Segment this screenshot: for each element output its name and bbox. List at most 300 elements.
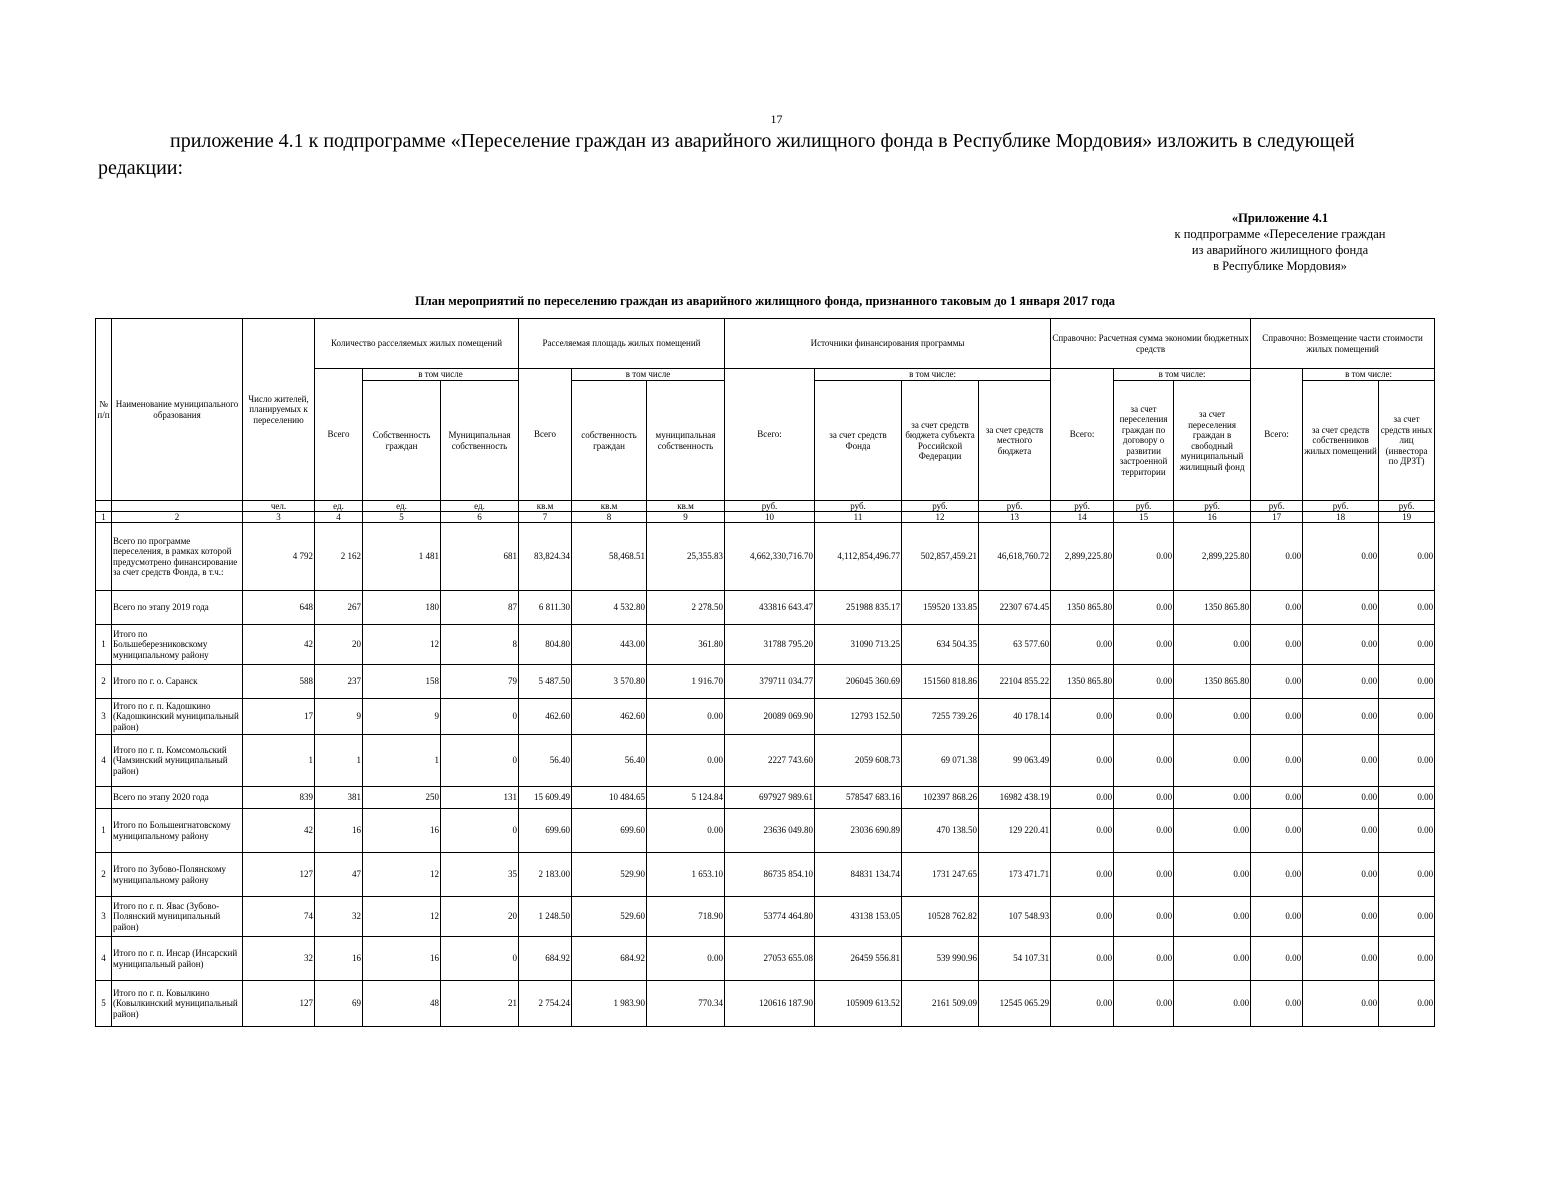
column-number-cell: 9 bbox=[647, 512, 725, 523]
row-value: 69 bbox=[315, 981, 363, 1027]
row-value: 0.00 bbox=[1051, 787, 1114, 809]
row-number: 2 bbox=[96, 853, 112, 897]
row-value: 53774 464.80 bbox=[725, 897, 815, 937]
row-value: 0.00 bbox=[1114, 591, 1174, 625]
row-value: 1350 865.80 bbox=[1174, 591, 1251, 625]
header-qty-incl: в том числе bbox=[363, 369, 519, 381]
header-qty-group: Количество расселяемых жилых помещений bbox=[315, 319, 519, 369]
row-value: 0.00 bbox=[1051, 809, 1114, 853]
row-value: 0.00 bbox=[1251, 625, 1303, 665]
header-comp-other: за счет средств иных лиц (инвестора по ДРЗТ) bbox=[1379, 381, 1435, 501]
row-value: 46,618,760.72 bbox=[979, 523, 1051, 591]
row-value: 0.00 bbox=[647, 809, 725, 853]
row-name: Итого по Зубово-Полянскому муниципальному району bbox=[112, 853, 243, 897]
row-number: 1 bbox=[96, 809, 112, 853]
table-row bbox=[96, 591, 1435, 625]
row-value: 83,824.34 bbox=[519, 523, 572, 591]
row-value: 22104 855.22 bbox=[979, 665, 1051, 699]
row-value: 56.40 bbox=[572, 735, 647, 787]
row-value: 86735 854.10 bbox=[725, 853, 815, 897]
unit-cell: ед. bbox=[441, 501, 519, 512]
intro-paragraph bbox=[98, 128, 1438, 182]
header-fin-subject: за счет средств бюджета субъекта Российской Федерации bbox=[902, 381, 979, 501]
row-value: 7255 739.26 bbox=[902, 699, 979, 735]
row-value: 0.00 bbox=[1379, 665, 1435, 699]
table-row bbox=[96, 937, 1435, 981]
row-number: 2 bbox=[96, 665, 112, 699]
row-value: 529.60 bbox=[572, 897, 647, 937]
row-value: 120616 187.90 bbox=[725, 981, 815, 1027]
plan-table bbox=[95, 318, 1435, 1027]
column-number-cell: 3 bbox=[243, 512, 315, 523]
unit-cell: руб. bbox=[979, 501, 1051, 512]
row-value: 0.00 bbox=[1251, 787, 1303, 809]
row-value: 0.00 bbox=[1114, 787, 1174, 809]
unit-cell: руб. bbox=[902, 501, 979, 512]
row-value: 1731 247.65 bbox=[902, 853, 979, 897]
row-value: 42 bbox=[243, 625, 315, 665]
header-n: № п/п bbox=[96, 319, 112, 501]
row-name: Итого по г. п. Кадошкино (Кадошкинский муниципальный район) bbox=[112, 699, 243, 735]
row-name: Всего по этапу 2020 года bbox=[112, 787, 243, 809]
row-name: Итого по г. п. Инсар (Инсарский муниципальный район) bbox=[112, 937, 243, 981]
unit-cell: руб. bbox=[1174, 501, 1251, 512]
row-value: 0.00 bbox=[1303, 625, 1379, 665]
row-value: 26459 556.81 bbox=[815, 937, 902, 981]
row-value: 0.00 bbox=[1174, 809, 1251, 853]
row-value: 2,899,225.80 bbox=[1174, 523, 1251, 591]
row-value: 0.00 bbox=[1051, 897, 1114, 937]
row-name: Итого по Большеигнатовскому муниципальному району bbox=[112, 809, 243, 853]
row-name: Итого по Большеберезниковскому муниципальному району bbox=[112, 625, 243, 665]
row-value: 2059 608.73 bbox=[815, 735, 902, 787]
row-value: 0.00 bbox=[1379, 809, 1435, 853]
row-name: Всего по программе переселения, в рамках которой предусмотрено финансирование за счет средств Фонда, в т.ч.: bbox=[112, 523, 243, 591]
row-value: 0.00 bbox=[647, 735, 725, 787]
column-number-cell: 17 bbox=[1251, 512, 1303, 523]
row-value: 0 bbox=[441, 699, 519, 735]
row-value: 0.00 bbox=[1379, 523, 1435, 591]
header-econ-incl: в том числе: bbox=[1114, 369, 1251, 381]
header-area-mun: муниципальная собственность bbox=[647, 381, 725, 501]
row-name: Итого по г. о. Саранск bbox=[112, 665, 243, 699]
row-value: 20089 069.90 bbox=[725, 699, 815, 735]
header-econ-dev: за счет переселения граждан по договору о развитии застроенной территории bbox=[1114, 381, 1174, 501]
row-value: 433816 643.47 bbox=[725, 591, 815, 625]
header-fin-total: Всего: bbox=[725, 369, 815, 501]
column-number-cell: 7 bbox=[519, 512, 572, 523]
row-value: 699.60 bbox=[519, 809, 572, 853]
row-value: 1 653.10 bbox=[647, 853, 725, 897]
row-value: 0.00 bbox=[1303, 735, 1379, 787]
row-value: 381 bbox=[315, 787, 363, 809]
unit-cell bbox=[112, 501, 243, 512]
row-value: 4 792 bbox=[243, 523, 315, 591]
unit-cell: чел. bbox=[243, 501, 315, 512]
row-value: 697927 989.61 bbox=[725, 787, 815, 809]
row-value: 237 bbox=[315, 665, 363, 699]
column-number-cell: 18 bbox=[1303, 512, 1379, 523]
column-number-cell: 10 bbox=[725, 512, 815, 523]
row-value: 206045 360.69 bbox=[815, 665, 902, 699]
appendix-line-4: в Республике Мордовия» bbox=[1213, 259, 1347, 273]
column-number-cell: 2 bbox=[112, 512, 243, 523]
row-value: 17 bbox=[243, 699, 315, 735]
row-value: 0 bbox=[441, 735, 519, 787]
plan-title: План мероприятий по переселению граждан из аварийного жилищного фонда, признанного таковым до 1 января 2017 года bbox=[414, 294, 1116, 308]
row-value: 105909 613.52 bbox=[815, 981, 902, 1027]
table-row bbox=[96, 809, 1435, 853]
row-value: 0.00 bbox=[1174, 937, 1251, 981]
row-number: 4 bbox=[96, 937, 112, 981]
row-value: 151560 818.86 bbox=[902, 665, 979, 699]
column-number-cell: 14 bbox=[1051, 512, 1114, 523]
row-value: 12 bbox=[363, 625, 441, 665]
row-value: 648 bbox=[243, 591, 315, 625]
row-value: 0 bbox=[441, 809, 519, 853]
row-value: 10528 762.82 bbox=[902, 897, 979, 937]
column-number-cell: 19 bbox=[1379, 512, 1435, 523]
row-value: 23636 049.80 bbox=[725, 809, 815, 853]
row-value: 804.80 bbox=[519, 625, 572, 665]
row-value: 0.00 bbox=[1114, 735, 1174, 787]
row-value: 0.00 bbox=[1303, 591, 1379, 625]
unit-cell: ед. bbox=[363, 501, 441, 512]
row-value: 0.00 bbox=[1051, 625, 1114, 665]
row-value: 2161 509.09 bbox=[902, 981, 979, 1027]
row-value: 718.90 bbox=[647, 897, 725, 937]
row-value: 16 bbox=[363, 937, 441, 981]
intro-text: приложение 4.1 к подпрограмме «Переселение граждан из аварийного жилищного фонда в Республике Мордовия» изложить в следующей редакции: bbox=[98, 130, 1355, 179]
row-value: 0.00 bbox=[1379, 937, 1435, 981]
row-value: 0.00 bbox=[1114, 809, 1174, 853]
appendix-header bbox=[1120, 210, 1440, 274]
row-value: 0.00 bbox=[1379, 591, 1435, 625]
row-value: 1 bbox=[363, 735, 441, 787]
header-area-group: Расселяемая площадь жилых помещений bbox=[519, 319, 725, 369]
unit-cell: руб. bbox=[1051, 501, 1114, 512]
row-value: 0.00 bbox=[1174, 981, 1251, 1027]
row-value: 0.00 bbox=[1379, 981, 1435, 1027]
row-value: 0.00 bbox=[647, 937, 725, 981]
table-row bbox=[96, 625, 1435, 665]
row-value: 173 471.71 bbox=[979, 853, 1051, 897]
row-value: 250 bbox=[363, 787, 441, 809]
row-value: 2 754.24 bbox=[519, 981, 572, 1027]
unit-cell: кв.м bbox=[647, 501, 725, 512]
row-value: 0.00 bbox=[1174, 735, 1251, 787]
row-value: 131 bbox=[441, 787, 519, 809]
row-value: 20 bbox=[441, 897, 519, 937]
row-value: 5 487.50 bbox=[519, 665, 572, 699]
row-value: 470 138.50 bbox=[902, 809, 979, 853]
row-value: 25,355.83 bbox=[647, 523, 725, 591]
row-value: 42 bbox=[243, 809, 315, 853]
column-number-cell: 16 bbox=[1174, 512, 1251, 523]
column-number-cell: 4 bbox=[315, 512, 363, 523]
row-number bbox=[96, 787, 112, 809]
row-value: 5 124.84 bbox=[647, 787, 725, 809]
column-number-cell: 12 bbox=[902, 512, 979, 523]
row-value: 54 107.31 bbox=[979, 937, 1051, 981]
column-number-cell: 13 bbox=[979, 512, 1051, 523]
row-value: 129 220.41 bbox=[979, 809, 1051, 853]
column-number-cell: 1 bbox=[96, 512, 112, 523]
row-value: 10 484.65 bbox=[572, 787, 647, 809]
row-value: 0.00 bbox=[1251, 699, 1303, 735]
row-value: 74 bbox=[243, 897, 315, 937]
header-qty-total: Всего bbox=[315, 369, 363, 501]
row-value: 0.00 bbox=[1379, 787, 1435, 809]
row-value: 0.00 bbox=[1379, 897, 1435, 937]
row-value: 1 481 bbox=[363, 523, 441, 591]
row-value: 2 278.50 bbox=[647, 591, 725, 625]
row-value: 43138 153.05 bbox=[815, 897, 902, 937]
row-number: 4 bbox=[96, 735, 112, 787]
row-value: 0.00 bbox=[1303, 523, 1379, 591]
row-value: 0.00 bbox=[1174, 853, 1251, 897]
row-value: 0.00 bbox=[1114, 523, 1174, 591]
row-value: 63 577.60 bbox=[979, 625, 1051, 665]
row-value: 3 570.80 bbox=[572, 665, 647, 699]
row-value: 69 071.38 bbox=[902, 735, 979, 787]
header-comp-total: Всего: bbox=[1251, 369, 1303, 501]
unit-cell: руб. bbox=[1379, 501, 1435, 512]
units-row bbox=[96, 501, 1435, 512]
row-value: 443.00 bbox=[572, 625, 647, 665]
row-value: 502,857,459.21 bbox=[902, 523, 979, 591]
row-value: 0.00 bbox=[1303, 937, 1379, 981]
header-comp-incl: в том числе: bbox=[1303, 369, 1435, 381]
row-value: 462.60 bbox=[519, 699, 572, 735]
row-value: 0.00 bbox=[1114, 699, 1174, 735]
row-value: 0.00 bbox=[1051, 735, 1114, 787]
row-value: 32 bbox=[243, 937, 315, 981]
row-value: 0.00 bbox=[1379, 735, 1435, 787]
table-row bbox=[96, 981, 1435, 1027]
header-econ-free: за счет переселения граждан в свободный муниципальный жилищный фонд bbox=[1174, 381, 1251, 501]
row-value: 0.00 bbox=[1303, 897, 1379, 937]
row-value: 22307 674.45 bbox=[979, 591, 1051, 625]
row-number bbox=[96, 591, 112, 625]
row-value: 35 bbox=[441, 853, 519, 897]
row-value: 31788 795.20 bbox=[725, 625, 815, 665]
appendix-line-2: к подпрограмме «Переселение граждан bbox=[1174, 227, 1386, 241]
row-number: 5 bbox=[96, 981, 112, 1027]
column-number-cell: 5 bbox=[363, 512, 441, 523]
row-number: 3 bbox=[96, 897, 112, 937]
row-value: 1350 865.80 bbox=[1051, 591, 1114, 625]
header-area-incl: в том числе bbox=[572, 369, 725, 381]
row-value: 0.00 bbox=[1251, 523, 1303, 591]
row-value: 0.00 bbox=[1114, 853, 1174, 897]
row-value: 0.00 bbox=[1303, 809, 1379, 853]
row-value: 0.00 bbox=[1303, 787, 1379, 809]
row-value: 684.92 bbox=[572, 937, 647, 981]
row-value: 12 bbox=[363, 897, 441, 937]
row-value: 379711 034.77 bbox=[725, 665, 815, 699]
row-value: 16 bbox=[363, 809, 441, 853]
row-value: 0.00 bbox=[1051, 981, 1114, 1027]
row-value: 0.00 bbox=[1303, 853, 1379, 897]
row-value: 31090 713.25 bbox=[815, 625, 902, 665]
row-value: 32 bbox=[315, 897, 363, 937]
row-value: 267 bbox=[315, 591, 363, 625]
appendix-line-3: из аварийного жилищного фонда bbox=[1191, 243, 1369, 257]
table-row bbox=[96, 665, 1435, 699]
row-value: 634 504.35 bbox=[902, 625, 979, 665]
row-value: 23036 690.89 bbox=[815, 809, 902, 853]
row-value: 0.00 bbox=[1251, 937, 1303, 981]
row-value: 0.00 bbox=[1174, 699, 1251, 735]
row-value: 16 bbox=[315, 809, 363, 853]
row-value: 2227 743.60 bbox=[725, 735, 815, 787]
row-name: Итого по г. п. Комсомольский (Чамзинский муниципальный район) bbox=[112, 735, 243, 787]
row-value: 8 bbox=[441, 625, 519, 665]
unit-cell: руб. bbox=[1303, 501, 1379, 512]
row-value: 462.60 bbox=[572, 699, 647, 735]
row-value: 681 bbox=[441, 523, 519, 591]
row-value: 0.00 bbox=[1251, 897, 1303, 937]
row-value: 0.00 bbox=[1051, 853, 1114, 897]
table-row bbox=[96, 523, 1435, 591]
row-value: 84831 134.74 bbox=[815, 853, 902, 897]
row-value: 16 bbox=[315, 937, 363, 981]
row-value: 16982 438.19 bbox=[979, 787, 1051, 809]
row-value: 699.60 bbox=[572, 809, 647, 853]
row-value: 127 bbox=[243, 853, 315, 897]
row-value: 4 532.80 bbox=[572, 591, 647, 625]
header-qty-own: Собственность граждан bbox=[363, 381, 441, 501]
row-value: 578547 683.16 bbox=[815, 787, 902, 809]
row-value: 15 609.49 bbox=[519, 787, 572, 809]
row-value: 0.00 bbox=[1174, 625, 1251, 665]
column-number-cell: 8 bbox=[572, 512, 647, 523]
row-value: 56.40 bbox=[519, 735, 572, 787]
row-value: 20 bbox=[315, 625, 363, 665]
row-value: 0.00 bbox=[1114, 937, 1174, 981]
row-value: 12545 065.29 bbox=[979, 981, 1051, 1027]
table-row bbox=[96, 787, 1435, 809]
header-name: Наименование муниципального образования bbox=[112, 319, 243, 501]
column-numbers-row bbox=[96, 512, 1435, 523]
unit-cell: руб. bbox=[725, 501, 815, 512]
row-value: 0.00 bbox=[1379, 699, 1435, 735]
row-number: 3 bbox=[96, 699, 112, 735]
row-value: 0.00 bbox=[1114, 665, 1174, 699]
unit-cell: кв.м bbox=[519, 501, 572, 512]
row-value: 2,899,225.80 bbox=[1051, 523, 1114, 591]
row-value: 107 548.93 bbox=[979, 897, 1051, 937]
row-value: 0.00 bbox=[1251, 735, 1303, 787]
row-value: 0.00 bbox=[1251, 853, 1303, 897]
header-fin-group: Источники финансирования программы bbox=[725, 319, 1051, 369]
row-value: 0.00 bbox=[1051, 699, 1114, 735]
row-value: 4,662,330,716.70 bbox=[725, 523, 815, 591]
row-value: 684.92 bbox=[519, 937, 572, 981]
row-value: 6 811.30 bbox=[519, 591, 572, 625]
row-value: 1 bbox=[243, 735, 315, 787]
row-value: 0.00 bbox=[1114, 981, 1174, 1027]
row-value: 0.00 bbox=[1051, 937, 1114, 981]
unit-cell: кв.м bbox=[572, 501, 647, 512]
row-value: 1 bbox=[315, 735, 363, 787]
row-value: 159520 133.85 bbox=[902, 591, 979, 625]
header-fin-incl: в том числе: bbox=[815, 369, 1051, 381]
row-value: 9 bbox=[363, 699, 441, 735]
row-value: 158 bbox=[363, 665, 441, 699]
unit-cell: руб. bbox=[815, 501, 902, 512]
unit-cell: руб. bbox=[1114, 501, 1174, 512]
row-value: 0 bbox=[441, 937, 519, 981]
row-name: Всего по этапу 2019 года bbox=[112, 591, 243, 625]
row-value: 58,468.51 bbox=[572, 523, 647, 591]
table-row bbox=[96, 735, 1435, 787]
row-number: 1 bbox=[96, 625, 112, 665]
table-row bbox=[96, 699, 1435, 735]
header-area-own: собственность граждан bbox=[572, 381, 647, 501]
unit-cell bbox=[96, 501, 112, 512]
row-value: 0.00 bbox=[1303, 699, 1379, 735]
row-value: 251988 835.17 bbox=[815, 591, 902, 625]
row-value: 0.00 bbox=[1251, 809, 1303, 853]
row-value: 102397 868.26 bbox=[902, 787, 979, 809]
row-value: 2 183.00 bbox=[519, 853, 572, 897]
row-value: 0.00 bbox=[647, 699, 725, 735]
row-number bbox=[96, 523, 112, 591]
row-value: 0.00 bbox=[1251, 665, 1303, 699]
row-value: 47 bbox=[315, 853, 363, 897]
unit-cell: руб. bbox=[1251, 501, 1303, 512]
row-value: 21 bbox=[441, 981, 519, 1027]
column-number-cell: 15 bbox=[1114, 512, 1174, 523]
header-fin-fund: за счет средств Фонда bbox=[815, 381, 902, 501]
header-qty-mun: Муниципальная собственность bbox=[441, 381, 519, 501]
unit-cell: ед. bbox=[315, 501, 363, 512]
row-value: 0.00 bbox=[1251, 591, 1303, 625]
appendix-line-1: «Приложение 4.1 bbox=[1231, 211, 1329, 225]
row-value: 79 bbox=[441, 665, 519, 699]
row-value: 48 bbox=[363, 981, 441, 1027]
row-value: 839 bbox=[243, 787, 315, 809]
row-value: 361.80 bbox=[647, 625, 725, 665]
row-value: 9 bbox=[315, 699, 363, 735]
page-number: 17 bbox=[770, 112, 783, 126]
row-value: 1 916.70 bbox=[647, 665, 725, 699]
row-value: 1350 865.80 bbox=[1051, 665, 1114, 699]
row-value: 0.00 bbox=[1303, 981, 1379, 1027]
row-value: 0.00 bbox=[1379, 625, 1435, 665]
header-econ-group: Справочно: Расчетная сумма экономии бюджетных средств bbox=[1051, 319, 1251, 369]
row-value: 1 248.50 bbox=[519, 897, 572, 937]
header-econ-total: Всего: bbox=[1051, 369, 1114, 501]
row-value: 0.00 bbox=[1303, 665, 1379, 699]
row-value: 12793 152.50 bbox=[815, 699, 902, 735]
header-fin-local: за счет средств местного бюджета bbox=[979, 381, 1051, 501]
row-value: 588 bbox=[243, 665, 315, 699]
row-value: 529.90 bbox=[572, 853, 647, 897]
row-value: 0.00 bbox=[1114, 625, 1174, 665]
row-value: 0.00 bbox=[1174, 897, 1251, 937]
header-area-total: Всего bbox=[519, 369, 572, 501]
row-value: 4,112,854,496.77 bbox=[815, 523, 902, 591]
row-value: 12 bbox=[363, 853, 441, 897]
header-comp-group: Справочно: Возмещение части стоимости жилых помещений bbox=[1251, 319, 1435, 369]
header-comp-owners: за счет средств собственников жилых помещений bbox=[1303, 381, 1379, 501]
column-number-cell: 11 bbox=[815, 512, 902, 523]
row-value: 0.00 bbox=[1251, 981, 1303, 1027]
row-value: 127 bbox=[243, 981, 315, 1027]
